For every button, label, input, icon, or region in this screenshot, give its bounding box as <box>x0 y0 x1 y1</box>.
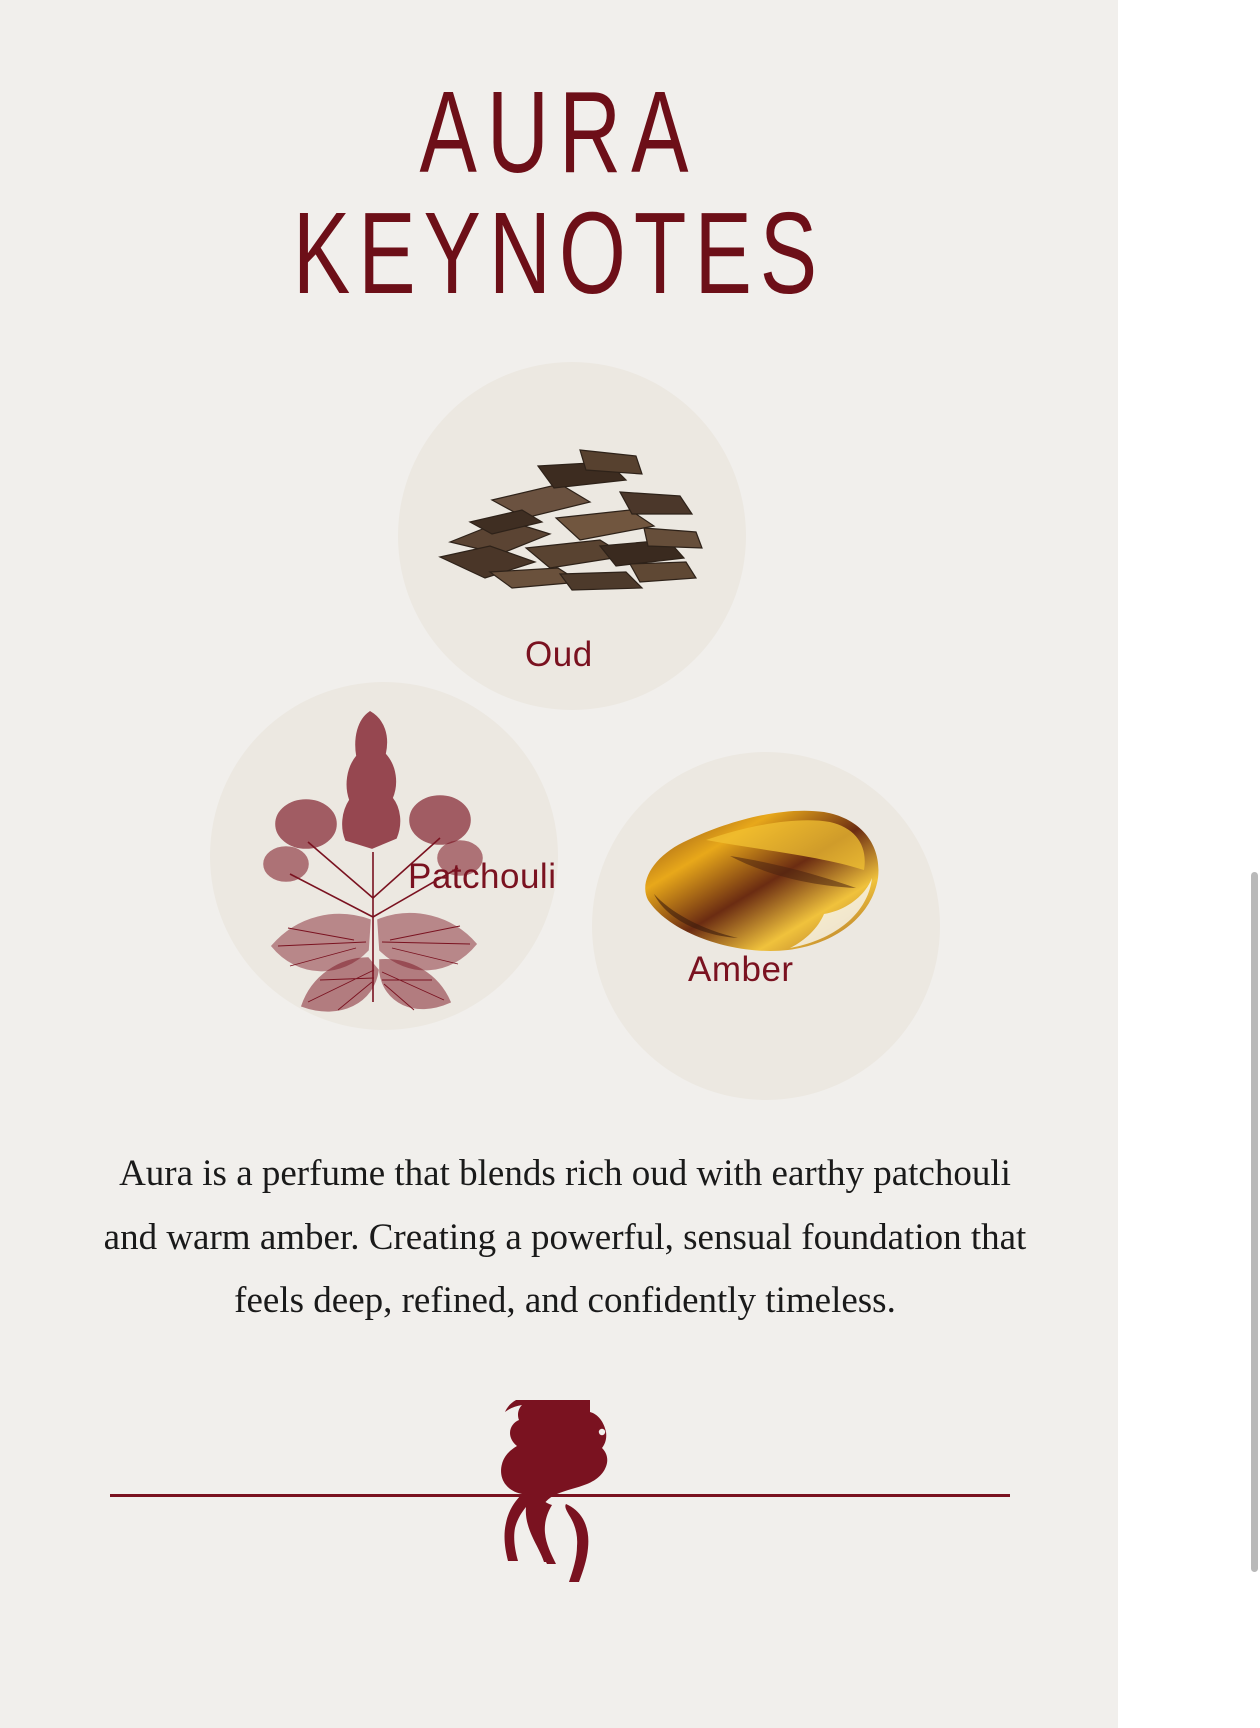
description-text: Aura is a perfume that blends rich oud with earthy patchouli and warm amber. Creating a powerful, sensual foundation that feels deep, refined, and confidently timeless. <box>103 1153 1027 1322</box>
note-label-oud: Oud <box>525 635 593 674</box>
scrollbar-thumb[interactable] <box>1251 872 1258 1572</box>
title-line-keynotes: KEYNOTES <box>292 188 826 319</box>
note-label-amber: Amber <box>688 950 794 989</box>
oud-wood-chips-icon <box>430 422 720 622</box>
right-gutter <box>1118 0 1260 1728</box>
vertical-scrollbar[interactable] <box>1248 0 1260 1728</box>
note-circles-group <box>0 362 1118 1042</box>
horse-emblem-icon <box>470 1400 650 1585</box>
page-title <box>0 67 1118 319</box>
title-line-aura: AURA <box>419 67 699 198</box>
note-label-patchouli: Patchouli <box>408 857 557 896</box>
